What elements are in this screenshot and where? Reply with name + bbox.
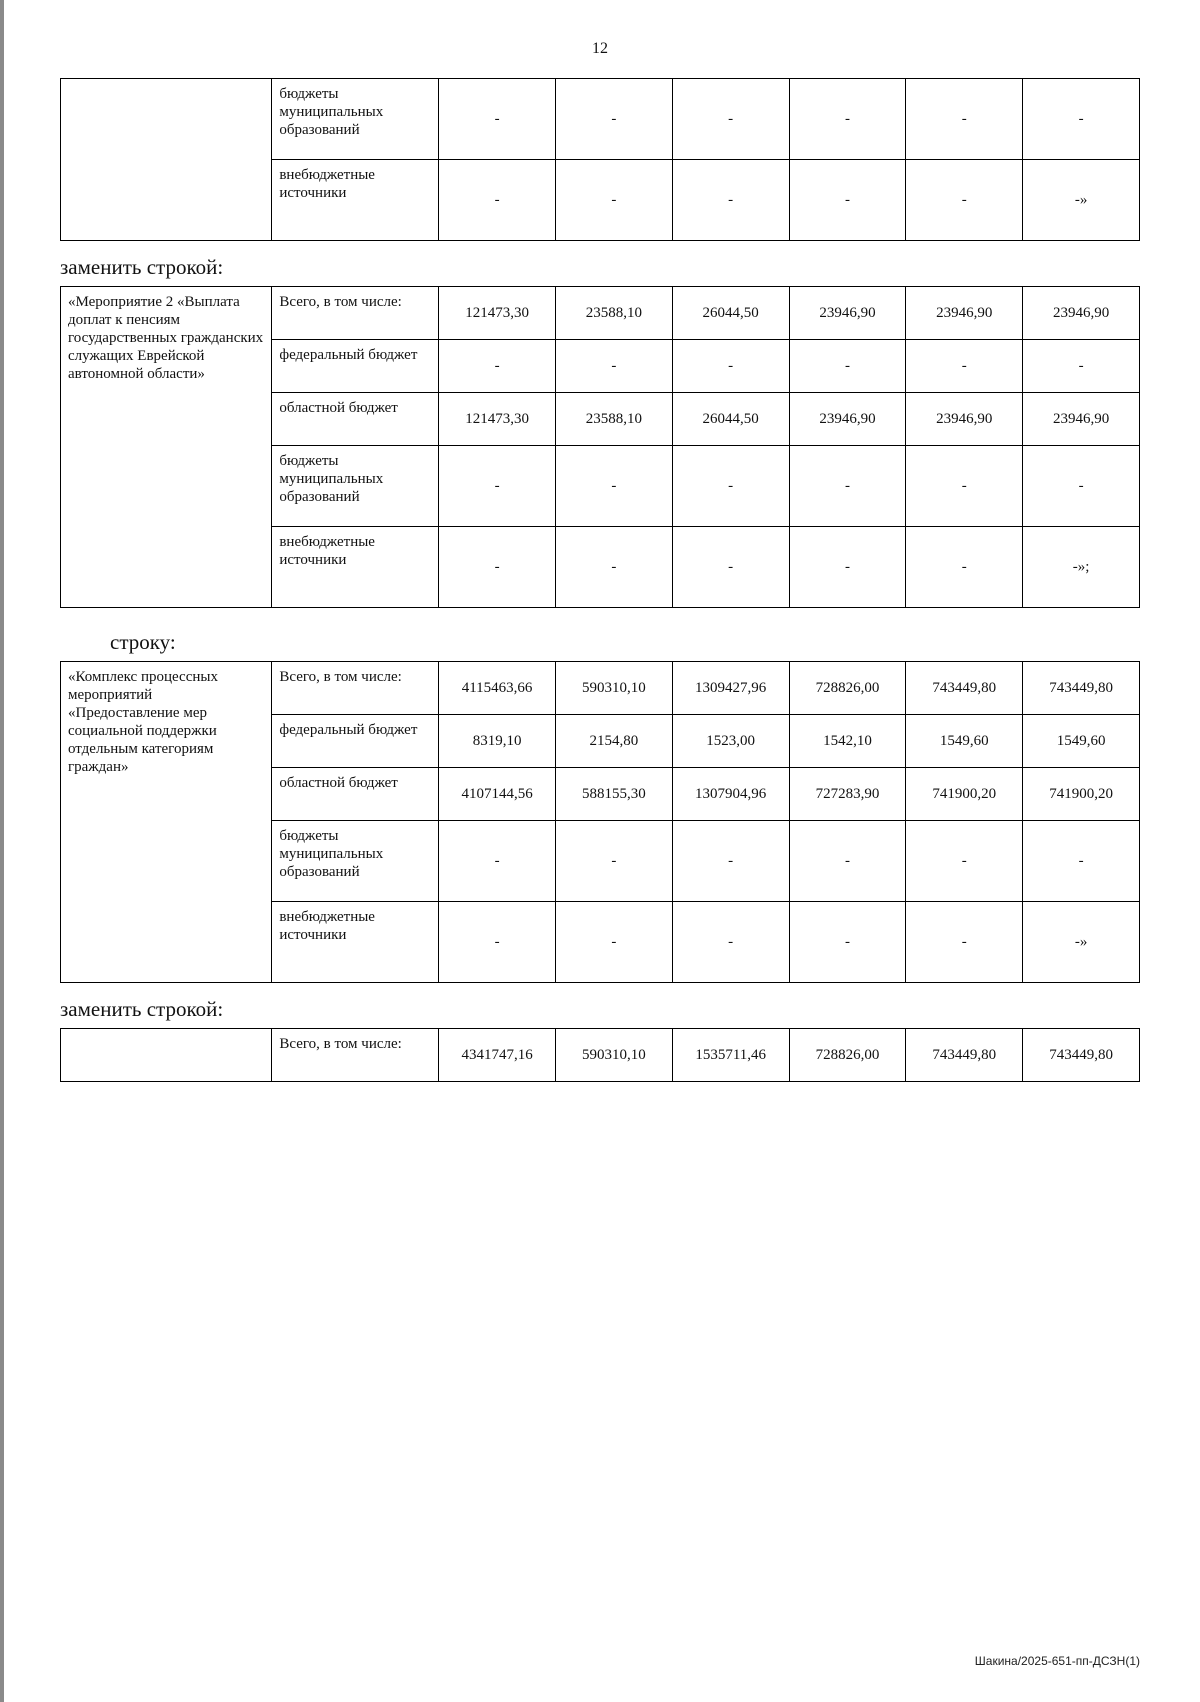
value-cell: 1309427,96 xyxy=(672,662,789,715)
value-cell: 1542,10 xyxy=(789,715,906,768)
value-cell: 26044,50 xyxy=(672,287,789,340)
value-cell: 23588,10 xyxy=(555,393,672,446)
value-cell: 23946,90 xyxy=(906,287,1023,340)
value-cell: - xyxy=(789,821,906,902)
scan-edge-rule xyxy=(0,0,4,1702)
value-cell: - xyxy=(555,160,672,241)
value-cell: - xyxy=(906,527,1023,608)
document-reference-note: Шакина/2025-651-пп-ДСЗН(1) xyxy=(974,1654,1140,1668)
value-cell: - xyxy=(672,902,789,983)
value-cell: - xyxy=(439,527,556,608)
program-name-cell: «Мероприятие 2 «Выплата доплат к пенсиям государственных гражданских служащих Еврейской автономной области» xyxy=(61,287,272,608)
section-label-row: строку: xyxy=(110,630,176,654)
value-cell: 1307904,96 xyxy=(672,768,789,821)
value-cell: - xyxy=(439,821,556,902)
table-process-complex xyxy=(60,661,1140,983)
value-cell: -» xyxy=(1023,902,1140,983)
value-cell: - xyxy=(789,79,906,160)
table-row xyxy=(61,662,1140,715)
value-cell: - xyxy=(1023,821,1140,902)
value-cell: 23946,90 xyxy=(906,393,1023,446)
funding-source-cell: федеральный бюджет xyxy=(272,715,439,768)
value-cell: - xyxy=(1023,340,1140,393)
value-cell: 590310,10 xyxy=(555,662,672,715)
value-cell: 1549,60 xyxy=(1023,715,1140,768)
value-cell: 4115463,66 xyxy=(439,662,556,715)
value-cell: -» xyxy=(1023,160,1140,241)
table-replacement-totals xyxy=(60,1028,1140,1082)
value-cell: 743449,80 xyxy=(1023,662,1140,715)
value-cell: 741900,20 xyxy=(906,768,1023,821)
value-cell: - xyxy=(439,160,556,241)
value-cell: - xyxy=(789,902,906,983)
table-row xyxy=(61,79,1140,160)
table-measure-2 xyxy=(60,286,1140,608)
funding-source-cell: федеральный бюджет xyxy=(272,340,439,393)
value-cell: - xyxy=(439,79,556,160)
value-cell: 121473,30 xyxy=(439,393,556,446)
value-cell: - xyxy=(906,340,1023,393)
program-name-cell xyxy=(61,79,272,241)
value-cell: - xyxy=(672,79,789,160)
value-cell: - xyxy=(555,79,672,160)
value-cell: 4341747,16 xyxy=(439,1029,556,1082)
value-cell: - xyxy=(906,446,1023,527)
value-cell: 743449,80 xyxy=(906,1029,1023,1082)
table-row xyxy=(61,1029,1140,1082)
value-cell: - xyxy=(439,902,556,983)
section-label-replace: заменить строкой: xyxy=(60,997,224,1021)
value-cell: - xyxy=(439,446,556,527)
funding-source-cell: областной бюджет xyxy=(272,768,439,821)
value-cell: - xyxy=(672,160,789,241)
document-content xyxy=(60,78,1140,1082)
funding-source-cell: внебюджетные источники xyxy=(272,160,439,241)
value-cell: 2154,80 xyxy=(555,715,672,768)
section-label-replace: заменить строкой: xyxy=(60,255,224,279)
table-row xyxy=(61,287,1140,340)
value-cell: 727283,90 xyxy=(789,768,906,821)
value-cell: - xyxy=(672,340,789,393)
value-cell: 23946,90 xyxy=(1023,287,1140,340)
value-cell: 23588,10 xyxy=(555,287,672,340)
value-cell: 741900,20 xyxy=(1023,768,1140,821)
funding-source-cell: Всего, в том числе: xyxy=(272,662,439,715)
funding-source-cell: внебюджетные источники xyxy=(272,527,439,608)
value-cell: - xyxy=(789,160,906,241)
value-cell: 743449,80 xyxy=(906,662,1023,715)
value-cell: - xyxy=(1023,79,1140,160)
value-cell: - xyxy=(906,902,1023,983)
funding-source-cell: бюджеты муниципальных образований xyxy=(272,821,439,902)
value-cell: 728826,00 xyxy=(789,662,906,715)
value-cell: 23946,90 xyxy=(1023,393,1140,446)
value-cell: - xyxy=(672,527,789,608)
value-cell: - xyxy=(672,821,789,902)
table-top-continuation xyxy=(60,78,1140,241)
value-cell: 4107144,56 xyxy=(439,768,556,821)
value-cell: - xyxy=(906,160,1023,241)
value-cell: - xyxy=(555,340,672,393)
funding-source-cell: Всего, в том числе: xyxy=(272,1029,439,1082)
value-cell: - xyxy=(672,446,789,527)
funding-source-cell: внебюджетные источники xyxy=(272,902,439,983)
value-cell: - xyxy=(906,79,1023,160)
funding-source-cell: бюджеты муниципальных образований xyxy=(272,446,439,527)
value-cell: - xyxy=(555,527,672,608)
value-cell: - xyxy=(555,446,672,527)
value-cell: 728826,00 xyxy=(789,1029,906,1082)
value-cell: 23946,90 xyxy=(789,287,906,340)
value-cell: 23946,90 xyxy=(789,393,906,446)
value-cell: 588155,30 xyxy=(555,768,672,821)
program-name-cell xyxy=(61,1029,272,1082)
value-cell: - xyxy=(906,821,1023,902)
value-cell: - xyxy=(439,340,556,393)
value-cell: 121473,30 xyxy=(439,287,556,340)
value-cell: -»; xyxy=(1023,527,1140,608)
value-cell: - xyxy=(555,821,672,902)
value-cell: 1535711,46 xyxy=(672,1029,789,1082)
value-cell: - xyxy=(789,340,906,393)
value-cell: - xyxy=(789,446,906,527)
page-number: 12 xyxy=(592,40,608,57)
value-cell: - xyxy=(789,527,906,608)
funding-source-cell: областной бюджет xyxy=(272,393,439,446)
value-cell: 8319,10 xyxy=(439,715,556,768)
value-cell: 26044,50 xyxy=(672,393,789,446)
program-name-cell: «Комплекс процессных мероприятий «Предоставление мер социальной поддержки отдельным категориям граждан» xyxy=(61,662,272,983)
value-cell: 743449,80 xyxy=(1023,1029,1140,1082)
value-cell: 590310,10 xyxy=(555,1029,672,1082)
funding-source-cell: бюджеты муниципальных образований xyxy=(272,79,439,160)
value-cell: - xyxy=(1023,446,1140,527)
value-cell: 1523,00 xyxy=(672,715,789,768)
value-cell: 1549,60 xyxy=(906,715,1023,768)
value-cell: - xyxy=(555,902,672,983)
funding-source-cell: Всего, в том числе: xyxy=(272,287,439,340)
